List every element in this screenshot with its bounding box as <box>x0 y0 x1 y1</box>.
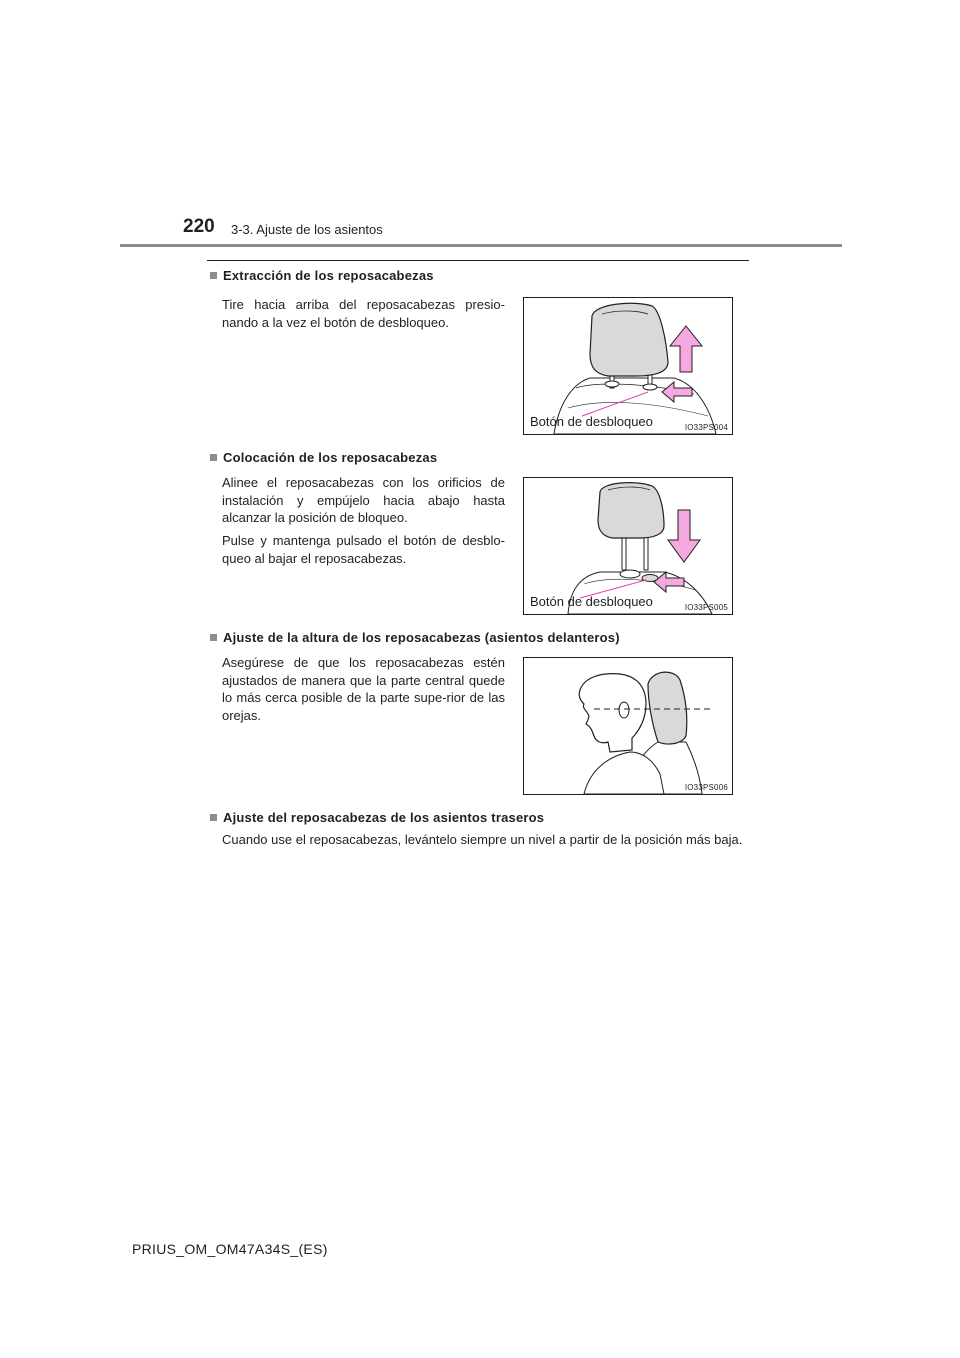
section-title: 3-3. Ajuste de los asientos <box>231 222 383 237</box>
removal-instructions: Tire hacia arriba del reposacabezas presio-nando a la vez el botón de desbloqueo. <box>222 297 505 330</box>
figure-headrest-height <box>523 657 733 795</box>
installation-note: Pulse y mantenga pulsado el botón de desblo-queo al bajar el reposacabezas. <box>222 533 505 566</box>
page-number: 220 <box>183 216 215 237</box>
section-heading-removal: Extracción de los reposacabezas <box>210 268 434 283</box>
figure-id: IO33PS004 <box>684 423 728 432</box>
release-button-label: Botón de desbloqueo <box>530 414 653 429</box>
rear-seats-instructions: Cuando use el reposacabezas, levántelo siempre un nivel a partir de la posición más baja. <box>222 832 743 847</box>
figure-headrest-removal <box>523 297 733 435</box>
figure-id: IO33PS005 <box>684 603 728 612</box>
headrest-height-illustration <box>524 658 732 794</box>
installation-instructions: Alinee el reposacabezas con los orificios de instalación y empújelo hacia abajo hasta alcanzar la posición de bloqueo. <box>222 475 505 525</box>
section-heading-rear-seats: Ajuste del reposacabezas de los asientos traseros <box>210 810 544 825</box>
square-bullet-icon <box>210 454 217 461</box>
section-heading-installation: Colocación de los reposacabezas <box>210 450 437 465</box>
section-heading-height-adjustment: Ajuste de la altura de los reposacabezas (asientos delanteros) <box>210 630 620 645</box>
header-divider <box>120 244 842 247</box>
section-divider <box>207 260 749 261</box>
figure-headrest-installation <box>523 477 733 615</box>
square-bullet-icon <box>210 814 217 821</box>
document-code: PRIUS_OM_OM47A34S_(ES) <box>132 1241 328 1257</box>
release-button-label: Botón de desbloqueo <box>530 594 653 609</box>
square-bullet-icon <box>210 272 217 279</box>
figure-id: IO33PS006 <box>684 783 728 792</box>
square-bullet-icon <box>210 634 217 641</box>
height-adjustment-instructions: Asegúrese de que los reposacabezas estén ajustados de manera que la parte central quede lo más cerca posible de la parte supe-rior de las orejas. <box>222 655 505 723</box>
